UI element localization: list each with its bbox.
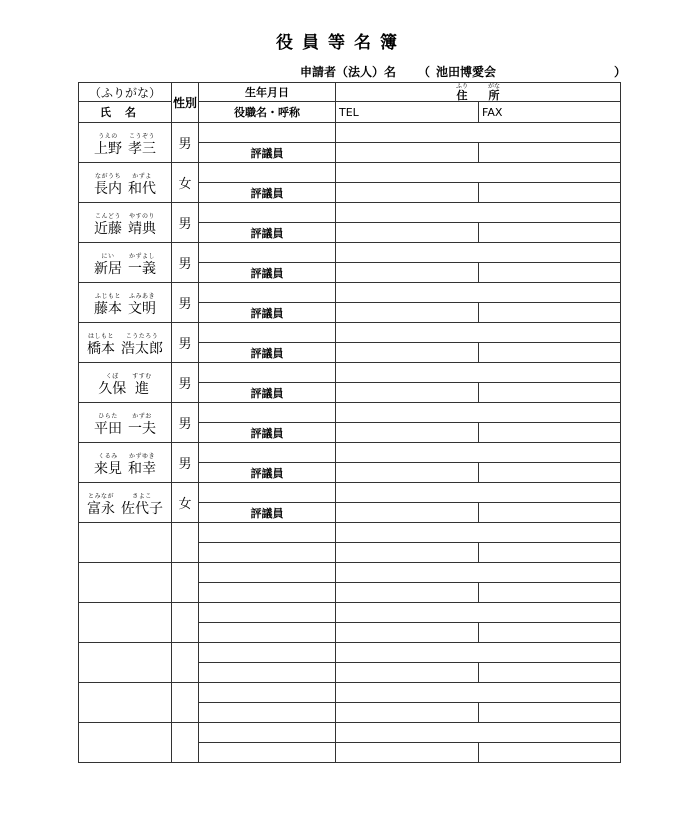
member-name-cell bbox=[79, 683, 172, 723]
member-birthdate bbox=[199, 683, 336, 703]
family-name-furigana: にい bbox=[101, 253, 115, 260]
member-tel bbox=[336, 383, 479, 403]
given-name-furigana: こうたろう bbox=[125, 333, 159, 340]
member-position bbox=[199, 543, 336, 563]
member-name bbox=[91, 413, 159, 437]
family-name bbox=[98, 373, 126, 397]
family-name bbox=[94, 253, 122, 277]
member-fax bbox=[479, 703, 621, 723]
member-row-top bbox=[79, 243, 621, 263]
family-name bbox=[94, 293, 122, 317]
member-position: 評議員 bbox=[199, 183, 336, 203]
member-address bbox=[336, 443, 621, 463]
member-row-top bbox=[79, 563, 621, 583]
header-gender: 性別 bbox=[172, 83, 199, 123]
member-tel bbox=[336, 343, 479, 363]
member-name bbox=[91, 133, 159, 157]
member-fax bbox=[479, 223, 621, 243]
member-fax bbox=[479, 623, 621, 643]
family-name-furigana: ながうち bbox=[94, 173, 121, 180]
family-name bbox=[87, 333, 115, 357]
given-name-kanji: 一夫 bbox=[128, 421, 156, 437]
header-position: 役職名・呼称 bbox=[199, 102, 336, 123]
applicant-label: 申請者（法人）名 bbox=[300, 65, 397, 79]
member-birthdate bbox=[199, 403, 336, 423]
member-position: 評議員 bbox=[199, 223, 336, 243]
member-row-top bbox=[79, 323, 621, 343]
member-row-top bbox=[79, 283, 621, 303]
given-name-kanji: 孝三 bbox=[128, 141, 156, 157]
member-address bbox=[336, 523, 621, 543]
member-tel bbox=[336, 183, 479, 203]
member-gender: 男 bbox=[172, 403, 199, 443]
member-birthdate bbox=[199, 603, 336, 623]
member-address bbox=[336, 483, 621, 503]
header-fax: FAX bbox=[479, 102, 621, 123]
member-position: 評議員 bbox=[199, 343, 336, 363]
member-address bbox=[336, 363, 621, 383]
member-tel bbox=[336, 263, 479, 283]
member-name-cell bbox=[79, 403, 172, 443]
given-name-kanji: 進 bbox=[135, 381, 149, 397]
member-name bbox=[91, 213, 159, 237]
header-address bbox=[336, 83, 621, 102]
member-fax bbox=[479, 343, 621, 363]
member-fax bbox=[479, 463, 621, 483]
officer-roster-table bbox=[78, 82, 621, 763]
member-address bbox=[336, 403, 621, 423]
member-name-cell bbox=[79, 443, 172, 483]
given-name-kanji: 文明 bbox=[128, 301, 156, 317]
member-tel bbox=[336, 703, 479, 723]
member-birthdate bbox=[199, 283, 336, 303]
member-birthdate bbox=[199, 443, 336, 463]
header-address-char2 bbox=[488, 83, 500, 101]
member-birthdate bbox=[199, 483, 336, 503]
family-name-furigana: はしもと bbox=[87, 333, 114, 340]
given-name bbox=[128, 293, 156, 317]
member-name-cell bbox=[79, 603, 172, 643]
member-address bbox=[336, 563, 621, 583]
member-name bbox=[91, 173, 159, 197]
member-tel bbox=[336, 543, 479, 563]
member-position bbox=[199, 583, 336, 603]
header-tel: TEL bbox=[336, 102, 479, 123]
member-row-top bbox=[79, 643, 621, 663]
member-position bbox=[199, 743, 336, 763]
member-name-cell bbox=[79, 563, 172, 603]
member-position: 評議員 bbox=[199, 263, 336, 283]
member-birthdate bbox=[199, 243, 336, 263]
member-address bbox=[336, 203, 621, 223]
member-tel bbox=[336, 423, 479, 443]
member-name bbox=[91, 453, 159, 477]
member-birthdate bbox=[199, 563, 336, 583]
family-name-furigana: こんどう bbox=[94, 213, 121, 220]
address-char2: 所 bbox=[488, 89, 500, 102]
given-name-furigana: やすのり bbox=[128, 213, 155, 220]
family-name-furigana: ひらた bbox=[98, 413, 118, 420]
given-name-kanji: 一義 bbox=[128, 261, 156, 277]
member-tel bbox=[336, 583, 479, 603]
given-name bbox=[121, 333, 163, 357]
member-fax bbox=[479, 583, 621, 603]
member-gender bbox=[172, 523, 199, 563]
address-char1: 住 bbox=[456, 89, 468, 102]
member-gender: 男 bbox=[172, 243, 199, 283]
member-gender: 男 bbox=[172, 123, 199, 163]
family-name-kanji: 平田 bbox=[94, 421, 122, 437]
member-birthdate bbox=[199, 163, 336, 183]
given-name-furigana: すすむ bbox=[132, 373, 152, 380]
member-fax bbox=[479, 663, 621, 683]
family-name-furigana: うえの bbox=[98, 133, 118, 140]
given-name bbox=[128, 453, 156, 477]
member-address bbox=[336, 283, 621, 303]
given-name-furigana: かずよし bbox=[128, 253, 155, 260]
member-tel bbox=[336, 503, 479, 523]
applicant-paren-close: ） bbox=[614, 65, 627, 79]
given-name-furigana: さよこ bbox=[132, 493, 152, 500]
member-birthdate bbox=[199, 203, 336, 223]
member-gender: 女 bbox=[172, 483, 199, 523]
given-name-kanji: 浩太郎 bbox=[121, 341, 163, 357]
member-row-top bbox=[79, 203, 621, 223]
applicant-line bbox=[300, 63, 627, 80]
member-name-cell bbox=[79, 723, 172, 763]
header-row-1 bbox=[79, 83, 621, 102]
member-name bbox=[84, 493, 166, 517]
family-name bbox=[94, 213, 122, 237]
member-fax bbox=[479, 383, 621, 403]
family-name-kanji: 橋本 bbox=[87, 341, 115, 357]
member-fax bbox=[479, 183, 621, 203]
member-birthdate bbox=[199, 643, 336, 663]
member-fax bbox=[479, 263, 621, 283]
member-birthdate bbox=[199, 123, 336, 143]
member-position bbox=[199, 663, 336, 683]
member-tel bbox=[336, 743, 479, 763]
member-name-cell bbox=[79, 203, 172, 243]
header-name: 氏名 bbox=[79, 102, 172, 123]
member-name-cell bbox=[79, 363, 172, 403]
family-name bbox=[94, 133, 122, 157]
given-name-furigana: かずお bbox=[132, 413, 152, 420]
member-position bbox=[199, 623, 336, 643]
member-gender bbox=[172, 563, 199, 603]
member-name bbox=[84, 333, 166, 357]
given-name bbox=[128, 253, 156, 277]
member-row-top bbox=[79, 723, 621, 743]
member-gender: 男 bbox=[172, 203, 199, 243]
member-address bbox=[336, 723, 621, 743]
member-gender: 男 bbox=[172, 283, 199, 323]
member-birthdate bbox=[199, 723, 336, 743]
given-name bbox=[128, 413, 156, 437]
member-name-cell bbox=[79, 523, 172, 563]
family-name bbox=[94, 173, 122, 197]
member-position: 評議員 bbox=[199, 423, 336, 443]
member-gender: 男 bbox=[172, 443, 199, 483]
given-name-furigana: ふみあき bbox=[128, 293, 155, 300]
member-position: 評議員 bbox=[199, 503, 336, 523]
member-row-top bbox=[79, 123, 621, 143]
member-name bbox=[95, 373, 155, 397]
member-row-top bbox=[79, 683, 621, 703]
member-name-cell bbox=[79, 323, 172, 363]
member-fax bbox=[479, 143, 621, 163]
member-name bbox=[91, 293, 159, 317]
member-row-top bbox=[79, 603, 621, 623]
given-name-furigana: こうぞう bbox=[128, 133, 155, 140]
given-name-furigana: かずよ bbox=[132, 173, 152, 180]
given-name bbox=[121, 493, 163, 517]
member-position: 評議員 bbox=[199, 143, 336, 163]
document-title: 役員等名簿 bbox=[276, 33, 406, 53]
given-name bbox=[128, 213, 156, 237]
member-tel bbox=[336, 143, 479, 163]
member-fax bbox=[479, 303, 621, 323]
member-row-top bbox=[79, 163, 621, 183]
address-ruby1: ふり bbox=[455, 83, 468, 90]
member-address bbox=[336, 123, 621, 143]
member-birthdate bbox=[199, 363, 336, 383]
member-gender bbox=[172, 643, 199, 683]
applicant-name: 池田博愛会 bbox=[436, 65, 497, 79]
member-name bbox=[91, 253, 159, 277]
family-name-kanji: 久保 bbox=[98, 381, 127, 397]
family-name-furigana: くぼ bbox=[105, 373, 119, 380]
member-tel bbox=[336, 623, 479, 643]
member-row-top bbox=[79, 523, 621, 543]
given-name bbox=[128, 133, 156, 157]
family-name-kanji: 新居 bbox=[94, 261, 122, 277]
given-name-kanji: 和幸 bbox=[128, 461, 156, 477]
family-name-kanji: 富永 bbox=[87, 501, 115, 517]
member-address bbox=[336, 163, 621, 183]
given-name-furigana: かずゆき bbox=[128, 453, 155, 460]
member-row-top bbox=[79, 443, 621, 463]
member-tel bbox=[336, 463, 479, 483]
member-position bbox=[199, 703, 336, 723]
given-name-kanji: 靖典 bbox=[128, 221, 156, 237]
member-address bbox=[336, 683, 621, 703]
family-name bbox=[94, 413, 122, 437]
family-name bbox=[94, 453, 122, 477]
member-name-cell bbox=[79, 283, 172, 323]
given-name bbox=[132, 373, 152, 397]
family-name-kanji: 上野 bbox=[94, 141, 122, 157]
member-gender: 女 bbox=[172, 163, 199, 203]
family-name-furigana: とみなが bbox=[87, 493, 114, 500]
address-ruby2: がな bbox=[488, 83, 501, 90]
member-position: 評議員 bbox=[199, 383, 336, 403]
family-name bbox=[87, 493, 115, 517]
member-row-top bbox=[79, 483, 621, 503]
member-name-cell bbox=[79, 483, 172, 523]
member-row-top bbox=[79, 363, 621, 383]
member-address bbox=[336, 643, 621, 663]
family-name-kanji: 近藤 bbox=[94, 221, 122, 237]
member-fax bbox=[479, 503, 621, 523]
member-name-cell bbox=[79, 643, 172, 683]
header-address-char1 bbox=[456, 83, 468, 101]
member-gender bbox=[172, 603, 199, 643]
header-birthdate: 生年月日 bbox=[199, 83, 336, 102]
member-address bbox=[336, 603, 621, 623]
member-name-cell bbox=[79, 123, 172, 163]
member-address bbox=[336, 243, 621, 263]
member-gender: 男 bbox=[172, 323, 199, 363]
member-tel bbox=[336, 663, 479, 683]
member-fax bbox=[479, 543, 621, 563]
family-name-kanji: 藤本 bbox=[94, 301, 122, 317]
member-row-top bbox=[79, 403, 621, 423]
family-name-furigana: くるみ bbox=[98, 453, 118, 460]
member-name-cell bbox=[79, 163, 172, 203]
member-gender bbox=[172, 723, 199, 763]
member-birthdate bbox=[199, 323, 336, 343]
family-name-kanji: 長内 bbox=[94, 181, 122, 197]
given-name bbox=[128, 173, 156, 197]
member-tel bbox=[336, 303, 479, 323]
header-row-2 bbox=[79, 102, 621, 123]
member-fax bbox=[479, 743, 621, 763]
given-name-kanji: 和代 bbox=[128, 181, 156, 197]
member-gender: 男 bbox=[172, 363, 199, 403]
member-name-cell bbox=[79, 243, 172, 283]
member-position: 評議員 bbox=[199, 303, 336, 323]
member-address bbox=[336, 323, 621, 343]
family-name-furigana: ふじもと bbox=[94, 293, 121, 300]
applicant-paren-open: （ bbox=[418, 65, 431, 79]
header-furigana: （ふりがな） bbox=[79, 83, 172, 102]
member-birthdate bbox=[199, 523, 336, 543]
family-name-kanji: 来見 bbox=[94, 461, 122, 477]
member-gender bbox=[172, 683, 199, 723]
member-tel bbox=[336, 223, 479, 243]
member-position: 評議員 bbox=[199, 463, 336, 483]
given-name-kanji: 佐代子 bbox=[121, 501, 163, 517]
member-fax bbox=[479, 423, 621, 443]
